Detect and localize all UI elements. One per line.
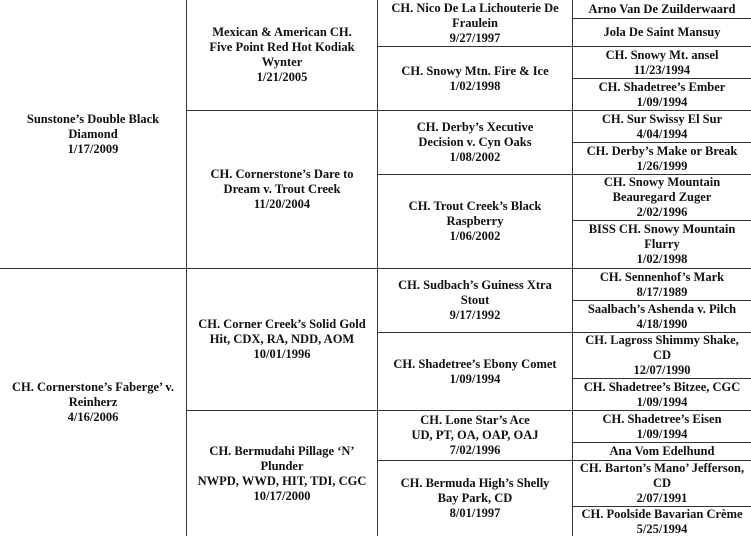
cell-line: CH. Bermuda High’s Shelly — [400, 476, 550, 490]
cell-line: Plunder — [260, 458, 304, 473]
cell-line: 1/17/2009 — [67, 141, 119, 156]
cell-line: Jola De Saint Mansuy — [603, 25, 721, 39]
gen4-cell — [572, 300, 751, 332]
cell-line: NWPD, WWD, HIT, TDI, CGC — [197, 473, 367, 488]
cell-line: Wynter — [261, 55, 303, 69]
cell-line: 9/27/1997 — [449, 30, 501, 45]
cell-line: 2/02/1996 — [636, 205, 688, 219]
cell-line: CH. Snowy Mountain — [603, 175, 721, 189]
cell-line: CH. Bermudahi Pillage ‘N’ — [209, 443, 355, 458]
cell-line: CH. Snowy Mtn. Fire & Ice — [401, 63, 549, 78]
cell-line: 1/09/1994 — [636, 394, 688, 409]
cell-line: CH. Lone Star’s Ace — [420, 413, 530, 427]
cell-line: 9/17/1992 — [449, 308, 501, 322]
gen4-cell — [572, 506, 751, 536]
cell-line: 1/09/1994 — [636, 426, 688, 441]
cell-line: 4/18/1990 — [636, 316, 688, 331]
cell-line: CH. Shadetree’s Bitzee, CGC — [583, 379, 741, 394]
cell-line: 11/20/2004 — [253, 197, 311, 211]
gen4-cell — [572, 332, 751, 378]
cell-line: Saalbach’s Ashenda v. Pilch — [587, 301, 737, 316]
cell-line: 7/02/1996 — [449, 443, 501, 457]
gen3-cell — [377, 174, 572, 268]
cell-line: CH. Shadetree’s Ember — [598, 79, 726, 94]
cell-line: Fraulein — [452, 15, 498, 30]
cell-line: CD — [652, 476, 672, 490]
gen4-cell — [572, 220, 751, 268]
cell-line: CD — [652, 348, 672, 362]
gen4-cell — [572, 110, 751, 142]
cell-line: Stout — [460, 293, 490, 307]
cell-line: 1/06/2002 — [449, 229, 501, 243]
gen4-cell — [572, 410, 751, 442]
gen4-cell — [572, 442, 751, 460]
cell-line: UD, PT, OA, OAP, OAJ — [411, 428, 539, 442]
cell-line: CH. Trout Creek’s Black — [408, 199, 542, 213]
cell-line: 1/09/1994 — [636, 94, 688, 109]
cell-line: Hit, CDX, RA, NDD, AOM — [209, 332, 355, 346]
cell-line: CH. Sudbach’s Guiness Xtra — [398, 278, 552, 292]
cell-line: CH. Lagross Shimmy Shake, — [585, 333, 739, 347]
cell-line: 10/01/1996 — [253, 347, 311, 361]
gen3-cell — [377, 46, 572, 110]
cell-line: 2/07/1991 — [636, 491, 688, 505]
cell-line: 1/02/1998 — [636, 252, 688, 266]
cell-line: Ana Vom Edelhund — [609, 444, 715, 458]
gen3-cell — [377, 268, 572, 332]
cell-line: CH. Snowy Mt. ansel — [605, 47, 719, 62]
cell-line: 10/17/2000 — [253, 488, 311, 503]
cell-line: CH. Sennenhof’s Mark — [599, 269, 725, 284]
cell-line: 1/09/1994 — [449, 371, 501, 386]
cell-line: 1/02/1998 — [449, 78, 501, 93]
gen4-cell — [572, 460, 751, 506]
cell-line: Arno Van De Zuilderwaard — [588, 1, 736, 16]
cell-line: 1/26/1999 — [636, 158, 688, 173]
gen4-cell — [572, 268, 751, 300]
gen3-cell — [377, 110, 572, 174]
cell-line: CH. Poolside Bavarian Crème — [581, 506, 743, 521]
cell-line: CH. Shadetree’s Ebony Comet — [393, 356, 557, 371]
gen2-cell — [186, 268, 377, 410]
gen2-cell — [186, 0, 377, 110]
cell-line: Beauregard Zuger — [612, 190, 712, 204]
cell-line: 12/07/1990 — [633, 363, 691, 377]
gen4-cell — [572, 174, 751, 220]
cell-line: CH. Barton’s Mano’ Jefferson, — [579, 461, 745, 475]
cell-line: Decision v. Cyn Oaks — [418, 135, 532, 149]
cell-line: CH. Corner Creek’s Solid Gold — [198, 317, 366, 331]
cell-line: 5/25/1994 — [636, 521, 688, 536]
cell-line: 8/17/1989 — [636, 284, 688, 299]
cell-line: CH. Sur Swissy El Sur — [601, 111, 723, 126]
gen3-cell — [377, 332, 572, 410]
gen4-cell — [572, 0, 751, 18]
gen3-cell — [377, 460, 572, 536]
cell-line: CH. Shadetree’s Eisen — [602, 411, 722, 426]
gen4-cell — [572, 46, 751, 78]
cell-line: CH. Cornerstone’s Dare to — [210, 167, 354, 181]
gen2-cell — [186, 410, 377, 536]
gen4-cell — [572, 378, 751, 410]
cell-line: 1/21/2005 — [256, 70, 308, 84]
cell-line: Flurry — [644, 237, 680, 251]
gen2-cell — [186, 110, 377, 268]
sire-cell — [0, 0, 186, 268]
cell-line: 4/04/1994 — [636, 126, 688, 141]
gen4-cell — [572, 78, 751, 110]
cell-line: Five Point Red Hot Kodiak — [209, 40, 355, 54]
cell-line: Sunstone’s Double Black — [26, 111, 160, 126]
cell-line: BISS CH. Snowy Mountain — [588, 222, 736, 236]
dam-cell — [0, 268, 186, 536]
cell-line: CH. Nico De La Lichouterie De — [391, 0, 559, 15]
gen3-cell — [377, 0, 572, 46]
gen4-cell — [572, 142, 751, 174]
cell-line: CH. Derby’s Make or Break — [586, 143, 738, 158]
cell-line: CH. Derby’s Xecutive — [416, 120, 534, 134]
cell-line: Bay Park, CD — [437, 491, 513, 505]
cell-line: CH. Cornerstone’s Faberge’ v. — [11, 380, 175, 394]
cell-line: 8/01/1997 — [449, 506, 501, 520]
gen3-cell — [377, 410, 572, 460]
cell-line: Dream v. Trout Creek — [223, 182, 341, 196]
cell-line: Reinherz — [68, 395, 118, 409]
cell-line: 4/16/2006 — [67, 410, 119, 424]
cell-line: Diamond — [68, 126, 118, 141]
gen4-cell — [572, 18, 751, 46]
cell-line: 1/08/2002 — [449, 150, 501, 164]
cell-line: Mexican & American CH. — [212, 25, 352, 39]
cell-line: Raspberry — [446, 214, 504, 228]
cell-line: 11/23/1994 — [633, 62, 691, 77]
